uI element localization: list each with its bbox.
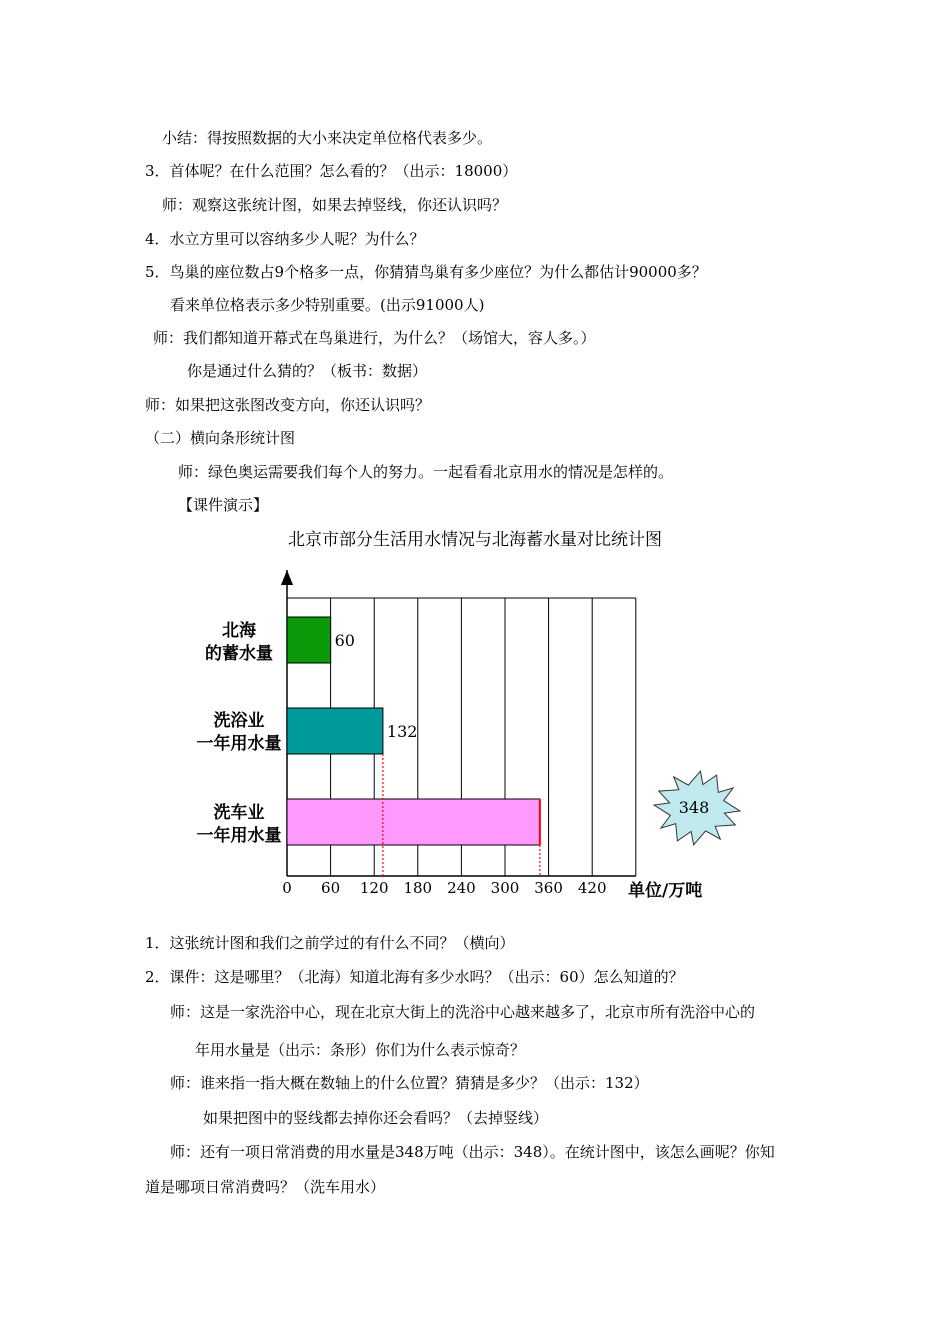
text-line: 5．鸟巢的座位数占9个格多一点，你猜猜鸟巢有多少座位？为什么都估计90000多？ — [145, 263, 707, 281]
text-line: 如果把图中的竖线都去掉你还会看吗？（去掉竖线） — [203, 1109, 549, 1127]
category-label-carwash: 洗车业 一年用水量 — [196, 803, 282, 846]
x-tick-label: 0 — [282, 879, 292, 897]
data-label: 132 — [386, 722, 418, 741]
text-line: 3．首体呢？在什么范围？怎么看的？（出示：18000） — [145, 162, 518, 180]
x-tick-label: 300 — [490, 879, 520, 897]
text-line: 小结：得按照数据的大小来决定单位格代表多少。 — [162, 129, 493, 147]
section-heading: （二）横向条形统计图 — [145, 429, 296, 447]
bar — [287, 708, 383, 754]
text-line: 师：这是一家洗浴中心，现在北京大街上的洗浴中心越来越多了，北京市所有洗浴中心的 — [170, 1003, 756, 1021]
text-line: 道是哪项日常消费吗？（洗车用水） — [145, 1178, 386, 1196]
text-line: 师：谁来指一指大概在数轴上的什么位置？猜猜是多少？（出示：132） — [170, 1074, 649, 1092]
text-line: 你是通过什么猜的？（板书：数据） — [187, 362, 428, 380]
text-line: 看来单位格表示多少特别重要。(出示91000人) — [170, 296, 485, 314]
text-line: 师：还有一项日常消费的用水量是348万吨（出示：348）。在统计图中，该怎么画呢？你知 — [170, 1143, 775, 1161]
x-tick-label: 120 — [359, 879, 389, 897]
x-tick-label: 180 — [403, 879, 433, 897]
data-label: 60 — [334, 631, 355, 650]
x-tick-label: 240 — [447, 879, 476, 897]
text-line: 师：绿色奥运需要我们每个人的努力。一起看看北京用水的情况是怎样的。 — [178, 463, 674, 481]
x-tick-label: 420 — [577, 879, 607, 897]
text-line: 1．这张统计图和我们之前学过的有什么不同？（横向） — [145, 934, 515, 952]
unit-label: 单位/万吨 — [628, 881, 703, 901]
starburst-label: 348 — [678, 798, 710, 817]
x-tick-label: 360 — [534, 879, 563, 897]
text-line: 4．水立方里可以容纳多少人呢？为什么？ — [145, 230, 425, 248]
x-tick-label: 60 — [321, 879, 341, 897]
chart-title: 北京市部分生活用水情况与北海蓄水量对比统计图 — [288, 530, 662, 550]
text-line: 2．课件：这是哪里？（北海）知道北海有多少水吗？（出示：60）怎么知道的？ — [145, 968, 684, 986]
text-line: 年用水量是（出示：条形）你们为什么表示惊奇？ — [195, 1041, 526, 1059]
text-line: 师：如果把这张图改变方向，你还认识吗？ — [145, 396, 431, 414]
text-line: 师：观察这张统计图，如果去掉竖线，你还认识吗？ — [162, 196, 508, 214]
text-line: 师：我们都知道开幕式在鸟巢进行，为什么？（场馆大，容人多。） — [153, 329, 596, 347]
category-label-beihai: 北海 的蓄水量 — [205, 621, 273, 664]
text-line: 【课件演示】 — [178, 496, 269, 514]
bar — [287, 799, 540, 845]
category-label-bathing: 洗浴业 一年用水量 — [196, 711, 282, 754]
